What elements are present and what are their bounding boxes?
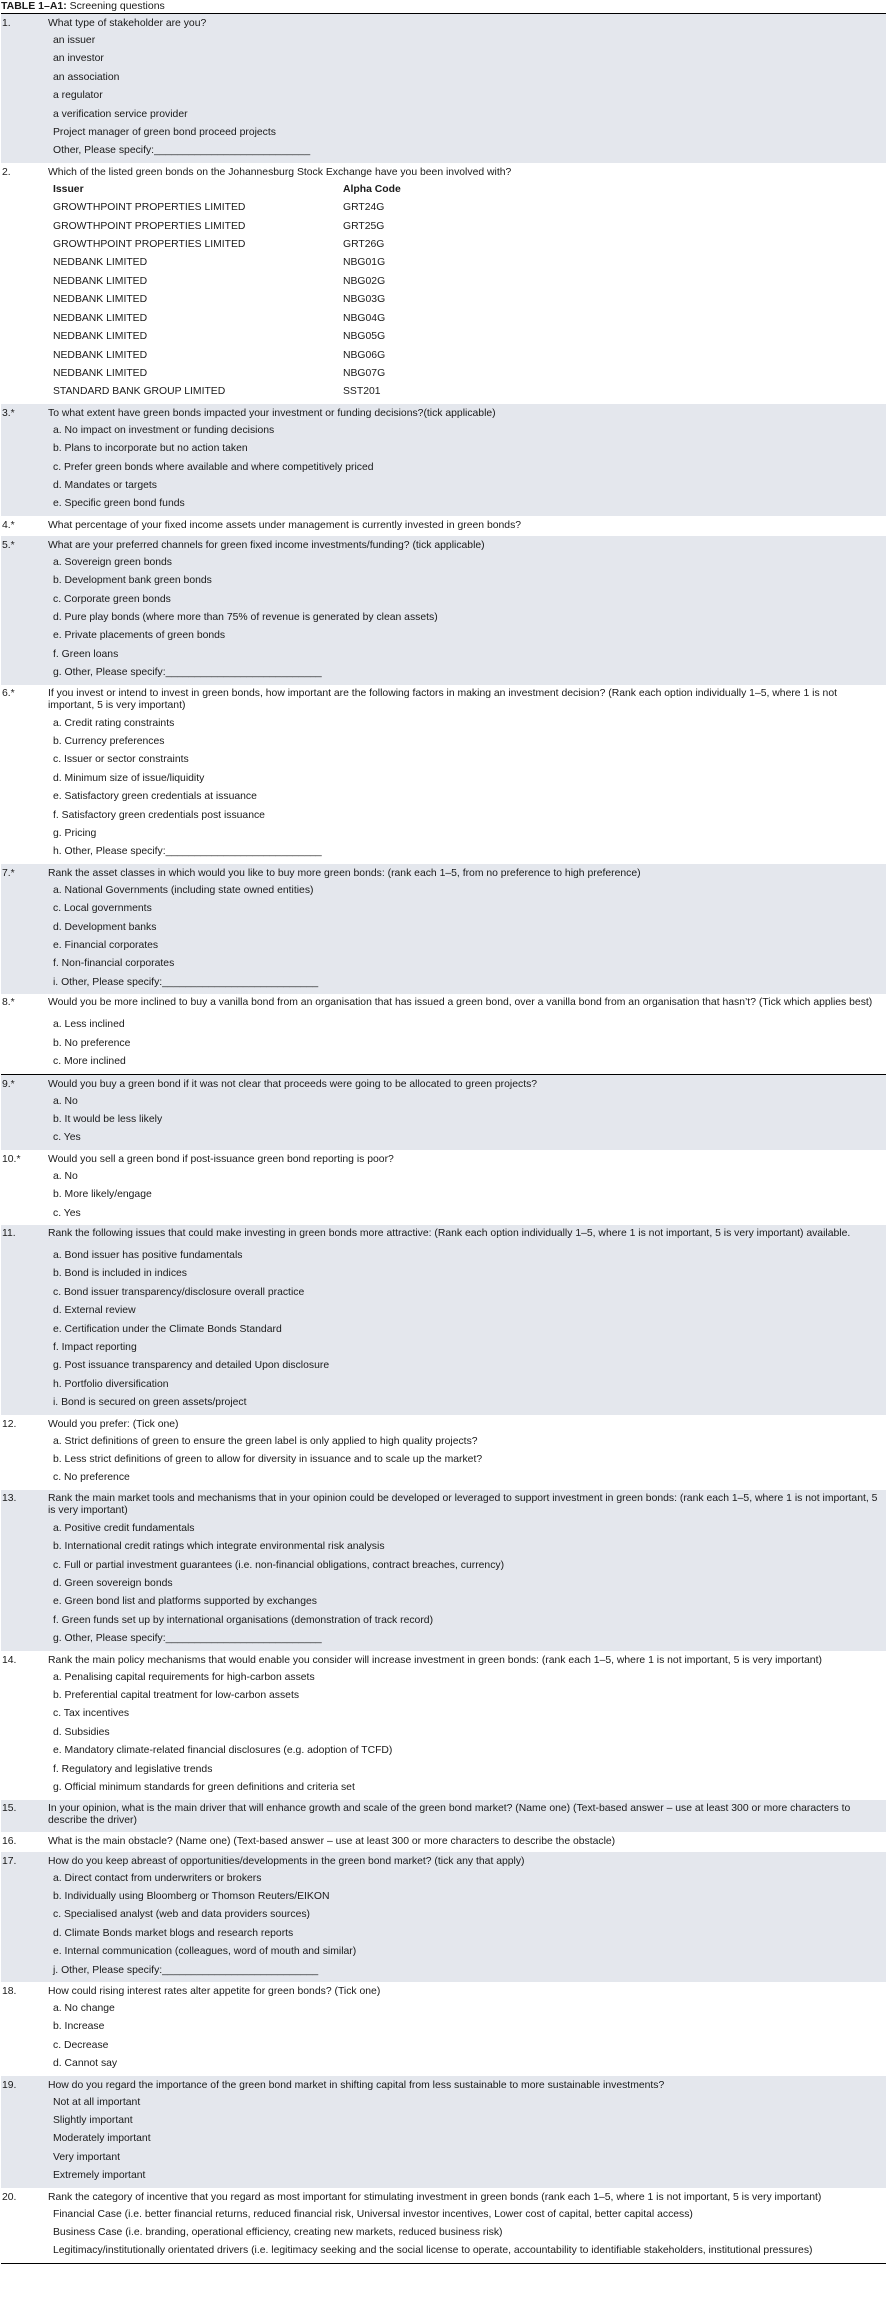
answer-option: d. Subsidies [53, 1726, 110, 1738]
question-number: 11. [2, 1227, 16, 1239]
issuer-cell: NEDBANK LIMITED [53, 349, 148, 361]
answer-option: b. International credit ratings which integrate environmental risk analysis [53, 1541, 385, 1553]
answer-option: i. Bond is secured on green assets/project [53, 1397, 247, 1409]
answer-option: h. Portfolio diversification [53, 1378, 169, 1390]
question-number: 1. [2, 18, 11, 29]
question-text: Would you prefer: (Tick one) [48, 1418, 179, 1430]
question-row [1, 2077, 882, 2094]
answer-option: c. Tax incentives [53, 1708, 130, 1720]
question-row [1, 1983, 882, 2000]
answer-option: b. No preference [53, 1037, 131, 1049]
question-number: 5.* [2, 539, 15, 551]
answer-option: c. Prefer green bonds where available and where competitively priced [53, 461, 374, 473]
question-text: To what extent have green bonds impacted your investment or funding decisions?(tick applicable) [48, 407, 496, 419]
answer-option: f. Non-financial corporates [53, 958, 175, 970]
answer-option: a verification service provider [53, 108, 188, 120]
question-text: How do you regard the importance of the green bond market in shifting capital from less sustainable to more sustainable investments? [48, 2079, 665, 2091]
question-text: In your opinion, what is the main driver that will enhance growth and scale of the green bond market? (Name one) (Text-based answer – use at least 300 or more characters to describe the driver) [48, 1802, 851, 1826]
question-text: Which of the listed green bonds on the Johannesburg Stock Exchange have you been involved with? [48, 166, 512, 178]
alpha-code-cell: NBG01G [343, 257, 386, 269]
answer-option: c. More inclined [53, 1056, 126, 1068]
question-block [1, 864, 886, 994]
table-caption-label: TABLE 1–A1: [1, 0, 67, 12]
answer-option: c. Yes [53, 1207, 81, 1219]
question-number: 16. [2, 1835, 17, 1847]
answer-option: c. Corporate green bonds [53, 593, 171, 605]
question-block [1, 1415, 886, 1490]
table-row [53, 310, 882, 328]
question-text: What are your preferred channels for green fixed income investments/funding? (tick applicable) [48, 539, 485, 551]
question-block [1, 536, 886, 685]
question-row [1, 2189, 882, 2206]
table-caption [1, 0, 886, 14]
question-block [1, 2188, 886, 2264]
answer-option: g. Post issuance transparency and detailed Upon disclosure [53, 1360, 330, 1372]
alpha-code-cell: NBG02G [343, 275, 386, 287]
question-number: 17. [2, 1855, 17, 1867]
answer-option: f. Satisfactory green credentials post issuance [53, 809, 265, 821]
issuer-table [1, 181, 882, 402]
answer-option: f. Impact reporting [53, 1341, 137, 1353]
answer-option: b. Preferential capital treatment for low-carbon assets [53, 1690, 300, 1702]
question-row [1, 1151, 882, 1168]
question-text: What percentage of your fixed income assets under management is currently invested in green bonds? [48, 519, 522, 531]
answer-option: d. Cannot say [53, 2058, 118, 2070]
issuer-cell: STANDARD BANK GROUP LIMITED [53, 386, 226, 398]
answer-option: c. No preference [53, 1472, 130, 1484]
answer-option: a. Bond issuer has positive fundamentals [53, 1249, 243, 1261]
question-text: How could rising interest rates alter appetite for green bonds? (Tick one) [48, 1985, 381, 1997]
question-row [1, 1226, 882, 1247]
alpha-code-cell: NBG04G [343, 312, 386, 324]
answer-option: Extremely important [53, 2170, 146, 2182]
answer-option: c. Full or partial investment guarantees (i.e. non-financial obligations, contract breaches, currency) [53, 1559, 505, 1571]
question-block [1, 1490, 886, 1651]
question-number: 2. [2, 166, 11, 178]
answer-option: g. Pricing [53, 828, 97, 840]
question-block [1, 1800, 886, 1832]
question-block [1, 685, 886, 864]
question-row [1, 517, 882, 534]
question-block [1, 1832, 886, 1852]
answer-option: a. National Governments (including state owned entities) [53, 884, 314, 896]
issuer-cell: NEDBANK LIMITED [53, 275, 148, 287]
question-number: 18. [2, 1985, 17, 1997]
answer-option: an investor [53, 53, 104, 65]
question-row [1, 1076, 882, 1093]
answer-option: h. Other, Please specify:___________________________ [53, 846, 322, 858]
answer-option: d. External review [53, 1305, 136, 1317]
answer-option: e. Certification under the Climate Bonds Standard [53, 1323, 282, 1335]
answer-option: Very important [53, 2151, 120, 2163]
answer-option: e. Green bond list and platforms supported by exchanges [53, 1596, 317, 1608]
answer-option: e. Private placements of green bonds [53, 630, 226, 642]
question-row [1, 686, 882, 715]
answer-option: b. Less strict definitions of green to allow for diversity in issuance and to scale up the market? [53, 1454, 483, 1465]
answer-option: b. More likely/engage [53, 1189, 152, 1201]
question-row [1, 1416, 882, 1433]
answer-option: b. Individually using Bloomberg or Thomson Reuters/EIKON [53, 1890, 330, 1902]
question-number: 15. [2, 1802, 17, 1814]
answer-option: f. Regulatory and legislative trends [53, 1763, 213, 1775]
answer-option: a. Positive credit fundamentals [53, 1522, 195, 1534]
table-header-cell: Issuer [53, 183, 84, 195]
question-text: Would you be more inclined to buy a vanilla bond from an organisation that has issued a green bond, over a vanilla bond from an organisation that hasn’t? (Tick which applies best) [48, 997, 873, 1009]
question-number: 14. [2, 1654, 17, 1666]
answer-option: e. Mandatory climate-related financial disclosures (e.g. adoption of TCFD) [53, 1745, 393, 1757]
answer-option: Slightly important [53, 2114, 133, 2126]
alpha-code-cell: NBG06G [343, 349, 386, 361]
question-row [1, 1801, 882, 1830]
answer-option: e. Specific green bond funds [53, 498, 185, 510]
question-text: Rank the main market tools and mechanisms that in your opinion could be developed or leveraged to support investment in green bonds: (rank each 1–5, where 1 is not important, 5 is very important) [48, 1492, 878, 1517]
issuer-cell: NEDBANK LIMITED [53, 331, 148, 343]
answer-option: c. Bond issuer transparency/disclosure overall practice [53, 1286, 305, 1298]
issuer-cell: GROWTHPOINT PROPERTIES LIMITED [53, 220, 246, 232]
question-row [1, 1853, 882, 1870]
questions-list [1, 14, 886, 2264]
table-row [53, 365, 882, 383]
question-number: 20. [2, 2191, 17, 2203]
answer-option: e. Satisfactory green credentials at issuance [53, 791, 257, 803]
answer-option: b. Bond is included in indices [53, 1268, 188, 1280]
question-block [1, 1150, 886, 1225]
question-block [1, 1074, 886, 1150]
answer-option: d. Minimum size of issue/liquidity [53, 772, 205, 784]
table-header-cell: Alpha Code [343, 183, 401, 195]
issuer-cell: NEDBANK LIMITED [53, 312, 148, 324]
table-row [53, 199, 882, 217]
answer-option: a. No [53, 1170, 78, 1182]
answer-option: Business Case (i.e. branding, operational efficiency, creating new markets, reduced business risk) [53, 2227, 503, 2238]
answer-option: e. Internal communication (colleagues, word of mouth and similar) [53, 1946, 357, 1958]
answer-option: g. Other, Please specify:___________________________ [53, 667, 322, 679]
question-text: Rank the main policy mechanisms that would enable you consider will increase investment in green bonds: (rank each 1–5, where 1 is not important, 5 is very important) [48, 1654, 822, 1666]
issuer-cell: GROWTHPOINT PROPERTIES LIMITED [53, 202, 246, 214]
answer-option: d. Development banks [53, 921, 157, 933]
question-text: What is the main obstacle? (Name one) (Text-based answer – use at least 300 or more characters to describe the obstacle) [48, 1835, 616, 1847]
question-row [1, 865, 882, 882]
question-row [1, 1652, 882, 1669]
answer-option: d. Green sovereign bonds [53, 1578, 173, 1590]
table-row [53, 328, 882, 346]
answer-option: Not at all important [53, 2096, 141, 2108]
answer-option: Moderately important [53, 2133, 151, 2145]
answer-option: a. Credit rating constraints [53, 717, 175, 729]
answer-option: g. Other, Please specify:___________________________ [53, 1633, 322, 1645]
answer-option: b. It would be less likely [53, 1113, 163, 1125]
question-row [1, 995, 882, 1016]
table-row [53, 218, 882, 236]
answer-option: c. Yes [53, 1132, 81, 1144]
answer-option: a. Sovereign green bonds [53, 556, 173, 568]
question-text: Rank the asset classes in which would you like to buy more green bonds: (rank each 1–5, from no preference to high preference) [48, 867, 641, 879]
alpha-code-cell: NBG07G [343, 367, 386, 379]
answer-option: a. Less inclined [53, 1019, 125, 1031]
table-row [53, 291, 882, 309]
question-text: Rank the following issues that could make investing in green bonds more attractive: (Rank each option individually 1–5, where 1 is not important, 5 is very important) available. [48, 1227, 851, 1239]
issuer-cell: NEDBANK LIMITED [53, 367, 148, 379]
question-row [1, 15, 882, 32]
answer-option: j. Other, Please specify:___________________________ [53, 1964, 319, 1976]
answer-option: an issuer [53, 35, 96, 46]
alpha-code-cell: GRT25G [343, 220, 385, 232]
question-block [1, 404, 886, 516]
question-text: If you invest or intend to invest in green bonds, how important are the following factors in making an investment decision? (Rank each option individually 1–5, where 1 is not important, 5 is very important) [48, 687, 837, 712]
question-text: Would you buy a green bond if it was not clear that proceeds were going to be allocated to green projects? [48, 1078, 538, 1090]
question-block [1, 1982, 886, 2076]
answer-option: Project manager of green bond proceed projects [53, 127, 276, 139]
answer-option: an association [53, 71, 120, 83]
answer-option: c. Local governments [53, 903, 152, 915]
question-row [1, 537, 882, 554]
question-number: 19. [2, 2079, 17, 2091]
answer-option: a. Direct contact from underwriters or brokers [53, 1872, 262, 1884]
question-row [1, 164, 882, 181]
table-row [53, 273, 882, 291]
question-text: Would you sell a green bond if post-issuance green bond reporting is poor? [48, 1153, 394, 1165]
question-row [1, 1833, 882, 1850]
question-number: 12. [2, 1418, 17, 1430]
answer-option: f. Green funds set up by international organisations (demonstration of track record) [53, 1614, 434, 1626]
alpha-code-cell: GRT26G [343, 239, 385, 251]
table-row [53, 383, 882, 401]
answer-option: a. No change [53, 2002, 115, 2014]
answer-option: c. Specialised analyst (web and data providers sources) [53, 1909, 311, 1921]
answer-option: b. Plans to incorporate but no action taken [53, 443, 248, 455]
alpha-code-cell: SST201 [343, 386, 381, 398]
question-block [1, 14, 886, 163]
issuer-cell: GROWTHPOINT PROPERTIES LIMITED [53, 239, 246, 251]
issuer-cell: NEDBANK LIMITED [53, 294, 148, 306]
question-block [1, 516, 886, 536]
table-row [53, 254, 882, 272]
alpha-code-cell: NBG05G [343, 331, 386, 343]
answer-option: d. Pure play bonds (where more than 75% of revenue is generated by clean assets) [53, 611, 438, 623]
answer-option: a. No impact on investment or funding decisions [53, 424, 275, 436]
question-number: 3.* [2, 407, 15, 419]
answer-option: e. Financial corporates [53, 940, 159, 952]
answer-option: d. Climate Bonds market blogs and research reports [53, 1927, 294, 1939]
table-row [53, 347, 882, 365]
answer-option: a. Strict definitions of green to ensure the green label is only applied to high quality projects? [53, 1435, 478, 1447]
table-row [53, 236, 882, 254]
answer-option: d. Mandates or targets [53, 479, 157, 491]
answer-option: f. Green loans [53, 648, 119, 660]
question-number: 10.* [2, 1153, 21, 1165]
table-header-row [53, 181, 882, 199]
answer-option: c. Issuer or sector constraints [53, 754, 189, 766]
alpha-code-cell: GRT24G [343, 202, 385, 214]
answer-option: a. No [53, 1095, 78, 1107]
question-block [1, 2076, 886, 2188]
question-number: 6.* [2, 687, 15, 699]
answer-option: c. Decrease [53, 2039, 109, 2051]
issuer-cell: NEDBANK LIMITED [53, 257, 148, 269]
answer-option: b. Currency preferences [53, 736, 165, 747]
alpha-code-cell: NBG03G [343, 294, 386, 306]
question-row [1, 405, 882, 422]
question-block [1, 1225, 886, 1415]
question-block [1, 994, 886, 1073]
question-text: How do you keep abreast of opportunities/developments in the green bond market? (tick any that apply) [48, 1855, 525, 1867]
question-block [1, 163, 886, 404]
question-number: 13. [2, 1492, 17, 1504]
answer-option: b. Development bank green bonds [53, 575, 212, 587]
answer-option: b. Increase [53, 2021, 105, 2033]
question-row [1, 1491, 882, 1520]
answer-option: Other, Please specify:___________________________ [53, 145, 311, 157]
question-text: Rank the category of incentive that you regard as most important for stimulating investment in green bonds (rank each 1–5, where 1 is not important, 5 is very important) [48, 2191, 822, 2203]
question-text: What type of stakeholder are you? [48, 18, 207, 29]
question-number: 8.* [2, 997, 15, 1009]
answer-option: g. Official minimum standards for green definitions and criteria set [53, 1782, 355, 1794]
answer-option: Financial Case (i.e. better financial returns, reduced financial risk, Universal investor incentives, Lower cost of capital, better capital access) [53, 2208, 693, 2220]
question-number: 4.* [2, 519, 15, 531]
answer-option: i. Other, Please specify:___________________________ [53, 976, 319, 988]
table-caption-title: Screening questions [66, 0, 165, 12]
question-block [1, 1852, 886, 1982]
answer-option: a. Penalising capital requirements for high-carbon assets [53, 1671, 315, 1683]
question-number: 7.* [2, 867, 15, 879]
answer-option: Legitimacy/institutionally orientated drivers (i.e. legitimacy seeking and the social license to operate, accountability to identifiable stakeholders, institutional pressures) [53, 2245, 813, 2257]
question-block [1, 1651, 886, 1800]
question-number: 9.* [2, 1078, 15, 1090]
answer-option: a regulator [53, 90, 103, 102]
